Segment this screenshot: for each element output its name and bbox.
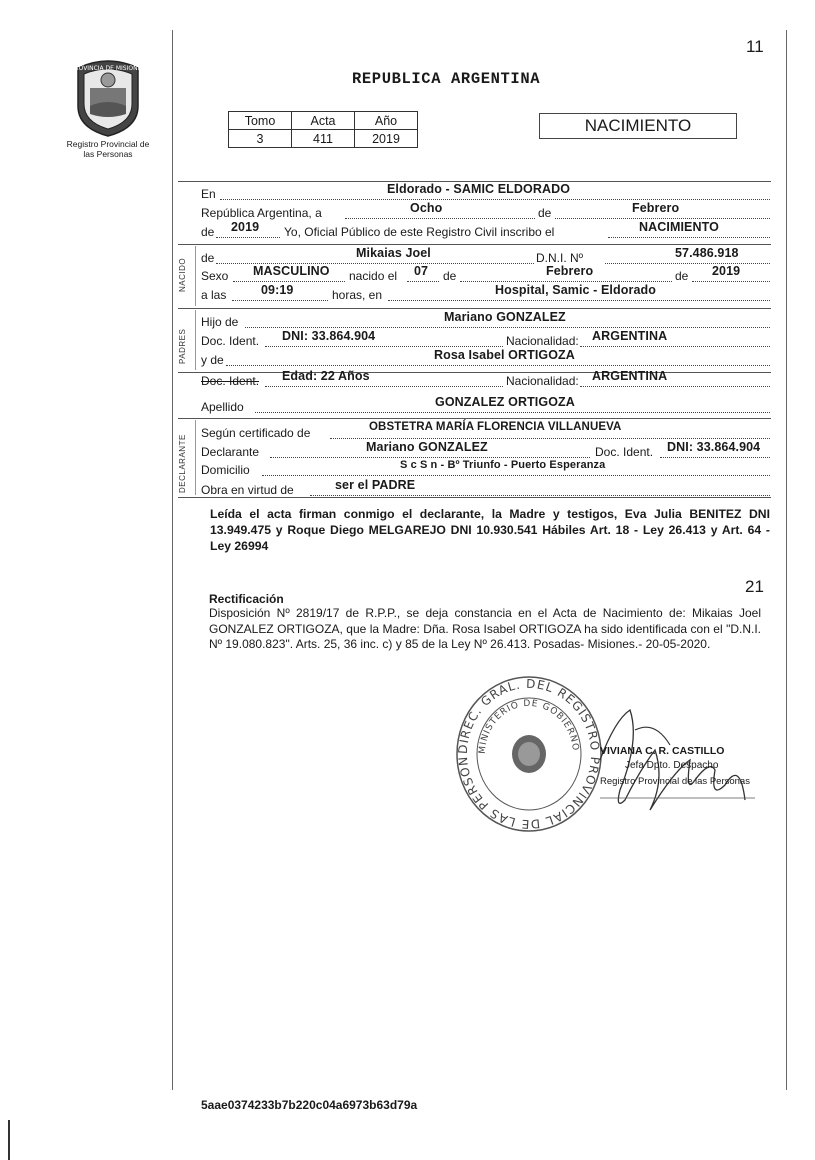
record-table	[228, 111, 418, 148]
table-value-anio: 2019	[355, 130, 418, 148]
table-value-tomo: 3	[229, 130, 292, 148]
dots-birth-time	[232, 300, 328, 301]
table-header-acta: Acta	[292, 112, 355, 130]
value-birth-day: 07	[414, 264, 429, 278]
value-mother-name: Rosa Isabel ORTIGOZA	[434, 348, 575, 362]
label-apellido: Apellido	[201, 400, 244, 414]
value-month: Febrero	[632, 201, 680, 215]
value-certificate-by: OBSTETRA MARÍA FLORENCIA VILLANUEVA	[369, 421, 622, 433]
label-birth-de: de	[443, 269, 457, 283]
dots-inscribe	[608, 237, 770, 238]
dots-sex	[233, 281, 345, 282]
value-mother-doc: Edad: 22 Años	[282, 369, 370, 383]
value-father-nationality: ARGENTINA	[592, 329, 668, 343]
seal-top-text: PROVINCIA DE MISIONES	[70, 65, 146, 72]
label-horas: horas, en	[332, 288, 383, 302]
label-doc-ident: Doc. Ident.	[201, 334, 260, 348]
dots-birth-day	[407, 281, 439, 282]
table-header-tomo: Tomo	[229, 112, 292, 130]
dots-place	[220, 199, 770, 200]
dots-day	[345, 218, 535, 219]
label-nacido-el: nacido el	[349, 269, 398, 283]
declarante-section-line	[195, 420, 196, 495]
side-label-declarante: DECLARANTE	[178, 434, 187, 493]
label-dni: D.N.I. Nº	[536, 251, 584, 265]
closing-paragraph: Leída el acta firman conmigo el declarante, la Madre y testigos, Eva Julia BENITEZ DNI 13.949.475 y Roque Diego MELGAREJO DNI 10.930.541 Hábiles Art. 18 - Ley 26.413 y Art. 64 - Ley 26994	[210, 507, 770, 553]
table-header-anio: Año	[355, 112, 418, 130]
value-father-name: Mariano GONZALEZ	[444, 310, 566, 324]
nacido-section-line	[195, 246, 196, 306]
value-mother-nationality: ARGENTINA	[592, 369, 668, 383]
dots-birth-place	[388, 300, 770, 301]
value-place: Eldorado - SAMIC ELDORADO	[387, 182, 571, 196]
side-label-padres: PADRES	[178, 328, 187, 364]
value-birth-year: 2019	[712, 264, 741, 278]
rectification-page-number: 21	[745, 577, 764, 596]
table-value-acta: 411	[292, 130, 355, 148]
rectification-title: Rectificación	[209, 592, 284, 606]
value-declarant: Mariano GONZALEZ	[366, 440, 488, 454]
page-number: 11	[746, 37, 764, 56]
left-margin-line	[172, 30, 173, 1090]
official-round-stamp	[455, 675, 603, 838]
dots-obra	[310, 495, 770, 496]
value-year: 2019	[231, 220, 260, 234]
edge-mark	[8, 1120, 10, 1160]
right-margin-line	[786, 30, 787, 1090]
divider-declarante-top	[178, 418, 771, 419]
label-obra: Obra en virtud de	[201, 483, 294, 497]
value-father-doc: DNI: 33.864.904	[282, 329, 376, 343]
dots-birth-year	[692, 281, 770, 282]
document-hash: 5aae0374233b7b220c04a6973b63d79a	[201, 1098, 418, 1112]
label-y-de: y de	[201, 353, 224, 367]
signer-office: Registro Provincial de las Personas	[600, 776, 750, 787]
value-address: S c S n - Bº Triunfo - Puerto Esperanza	[400, 459, 606, 471]
province-seal-logo	[70, 58, 146, 143]
value-obra: ser el PADRE	[335, 478, 416, 492]
divider-nacido-top	[178, 244, 771, 245]
label-birth-de2: de	[675, 269, 689, 283]
label-domicilio: Domicilio	[201, 463, 250, 477]
dots-mother-nationality	[580, 386, 770, 387]
label-declarante: Declarante	[201, 445, 260, 459]
divider-padres-bottom	[178, 372, 771, 373]
dots-certificate	[330, 438, 770, 439]
label-nacionalidad: Nacionalidad:	[506, 334, 579, 348]
dots-father-doc	[265, 346, 503, 347]
label-hijo-de: Hijo de	[201, 315, 239, 329]
label-nacionalidad-2: Nacionalidad:	[506, 374, 579, 388]
dots-child-dni	[605, 263, 770, 264]
label-de-year: de	[201, 225, 215, 239]
label-en: En	[201, 187, 216, 201]
value-child-dni: 57.486.918	[675, 246, 739, 260]
rectification-body: Disposición Nº 2819/17 de R.P.P., se deja constancia en el Acta de Nacimiento de: Mikaias Joel GONZALEZ ORTIGOZA, que la Madre: Dña. Rosa Isabel ORTIGOZA ha sido identificada con el "D.N.I. Nº 19.080.823". Arts. 25, 36 inc. c) y 85 de la Ley Nº 26.413. Posadas- Misiones.- 20-05-2020.	[209, 606, 761, 651]
value-sex: MASCULINO	[253, 264, 330, 278]
stamp-ring-text: DIREC. GRAL. DEL REGISTRO PROVINCIAL DE LAS PERSON	[455, 676, 603, 832]
dots-month	[555, 218, 770, 219]
value-child-name: Mikaias Joel	[356, 246, 431, 260]
dots-declarant	[270, 457, 590, 458]
dots-surname	[255, 412, 770, 413]
value-birth-month: Febrero	[546, 264, 594, 278]
signer-name: VIVIANA C. R. CASTILLO	[600, 745, 725, 757]
dots-address	[262, 475, 770, 476]
registry-name: Registro Provincial de las Personas	[66, 139, 150, 159]
label-de-month: de	[538, 206, 552, 220]
value-declarant-doc: DNI: 33.864.904	[667, 440, 761, 454]
label-republica: República Argentina, a	[201, 206, 322, 220]
dots-father-name	[245, 327, 770, 328]
stamp-inner-text: MINISTERIO DE GOBIERNO	[477, 698, 581, 755]
dots-declarant-doc	[660, 457, 770, 458]
label-name-de: de	[201, 251, 215, 265]
page-title: REPUBLICA ARGENTINA	[352, 70, 541, 88]
dots-mother-doc	[265, 386, 503, 387]
label-doc-ident-3: Doc. Ident.	[595, 445, 654, 459]
dots-father-nationality	[580, 346, 770, 347]
value-inscribe-type: NACIMIENTO	[639, 220, 719, 234]
label-certificado: Según certificado de	[201, 426, 311, 440]
side-label-nacido: NACIDO	[178, 257, 187, 292]
value-birth-time: 09:19	[261, 283, 294, 297]
value-surname: GONZALEZ ORTIGOZA	[435, 395, 575, 409]
padres-section-line	[195, 310, 196, 370]
value-day: Ocho	[410, 201, 443, 215]
divider-declarante-bottom	[178, 497, 771, 498]
dots-year	[216, 237, 280, 238]
value-birth-place: Hospital, Samic - Eldorado	[495, 283, 656, 297]
dots-mother-name	[226, 365, 770, 366]
signer-role: Jefa Dpto. Despacho	[625, 760, 719, 771]
label-doc-ident-2: Doc. Ident.	[201, 374, 260, 388]
label-oficial: Yo, Oficial Público de este Registro Civil inscribo el	[284, 225, 555, 239]
label-sexo: Sexo	[201, 269, 229, 283]
label-alas: a las	[201, 288, 227, 302]
document-type-box: NACIMIENTO	[539, 113, 737, 139]
dots-birth-month	[460, 281, 672, 282]
divider-padres-top	[178, 308, 771, 309]
